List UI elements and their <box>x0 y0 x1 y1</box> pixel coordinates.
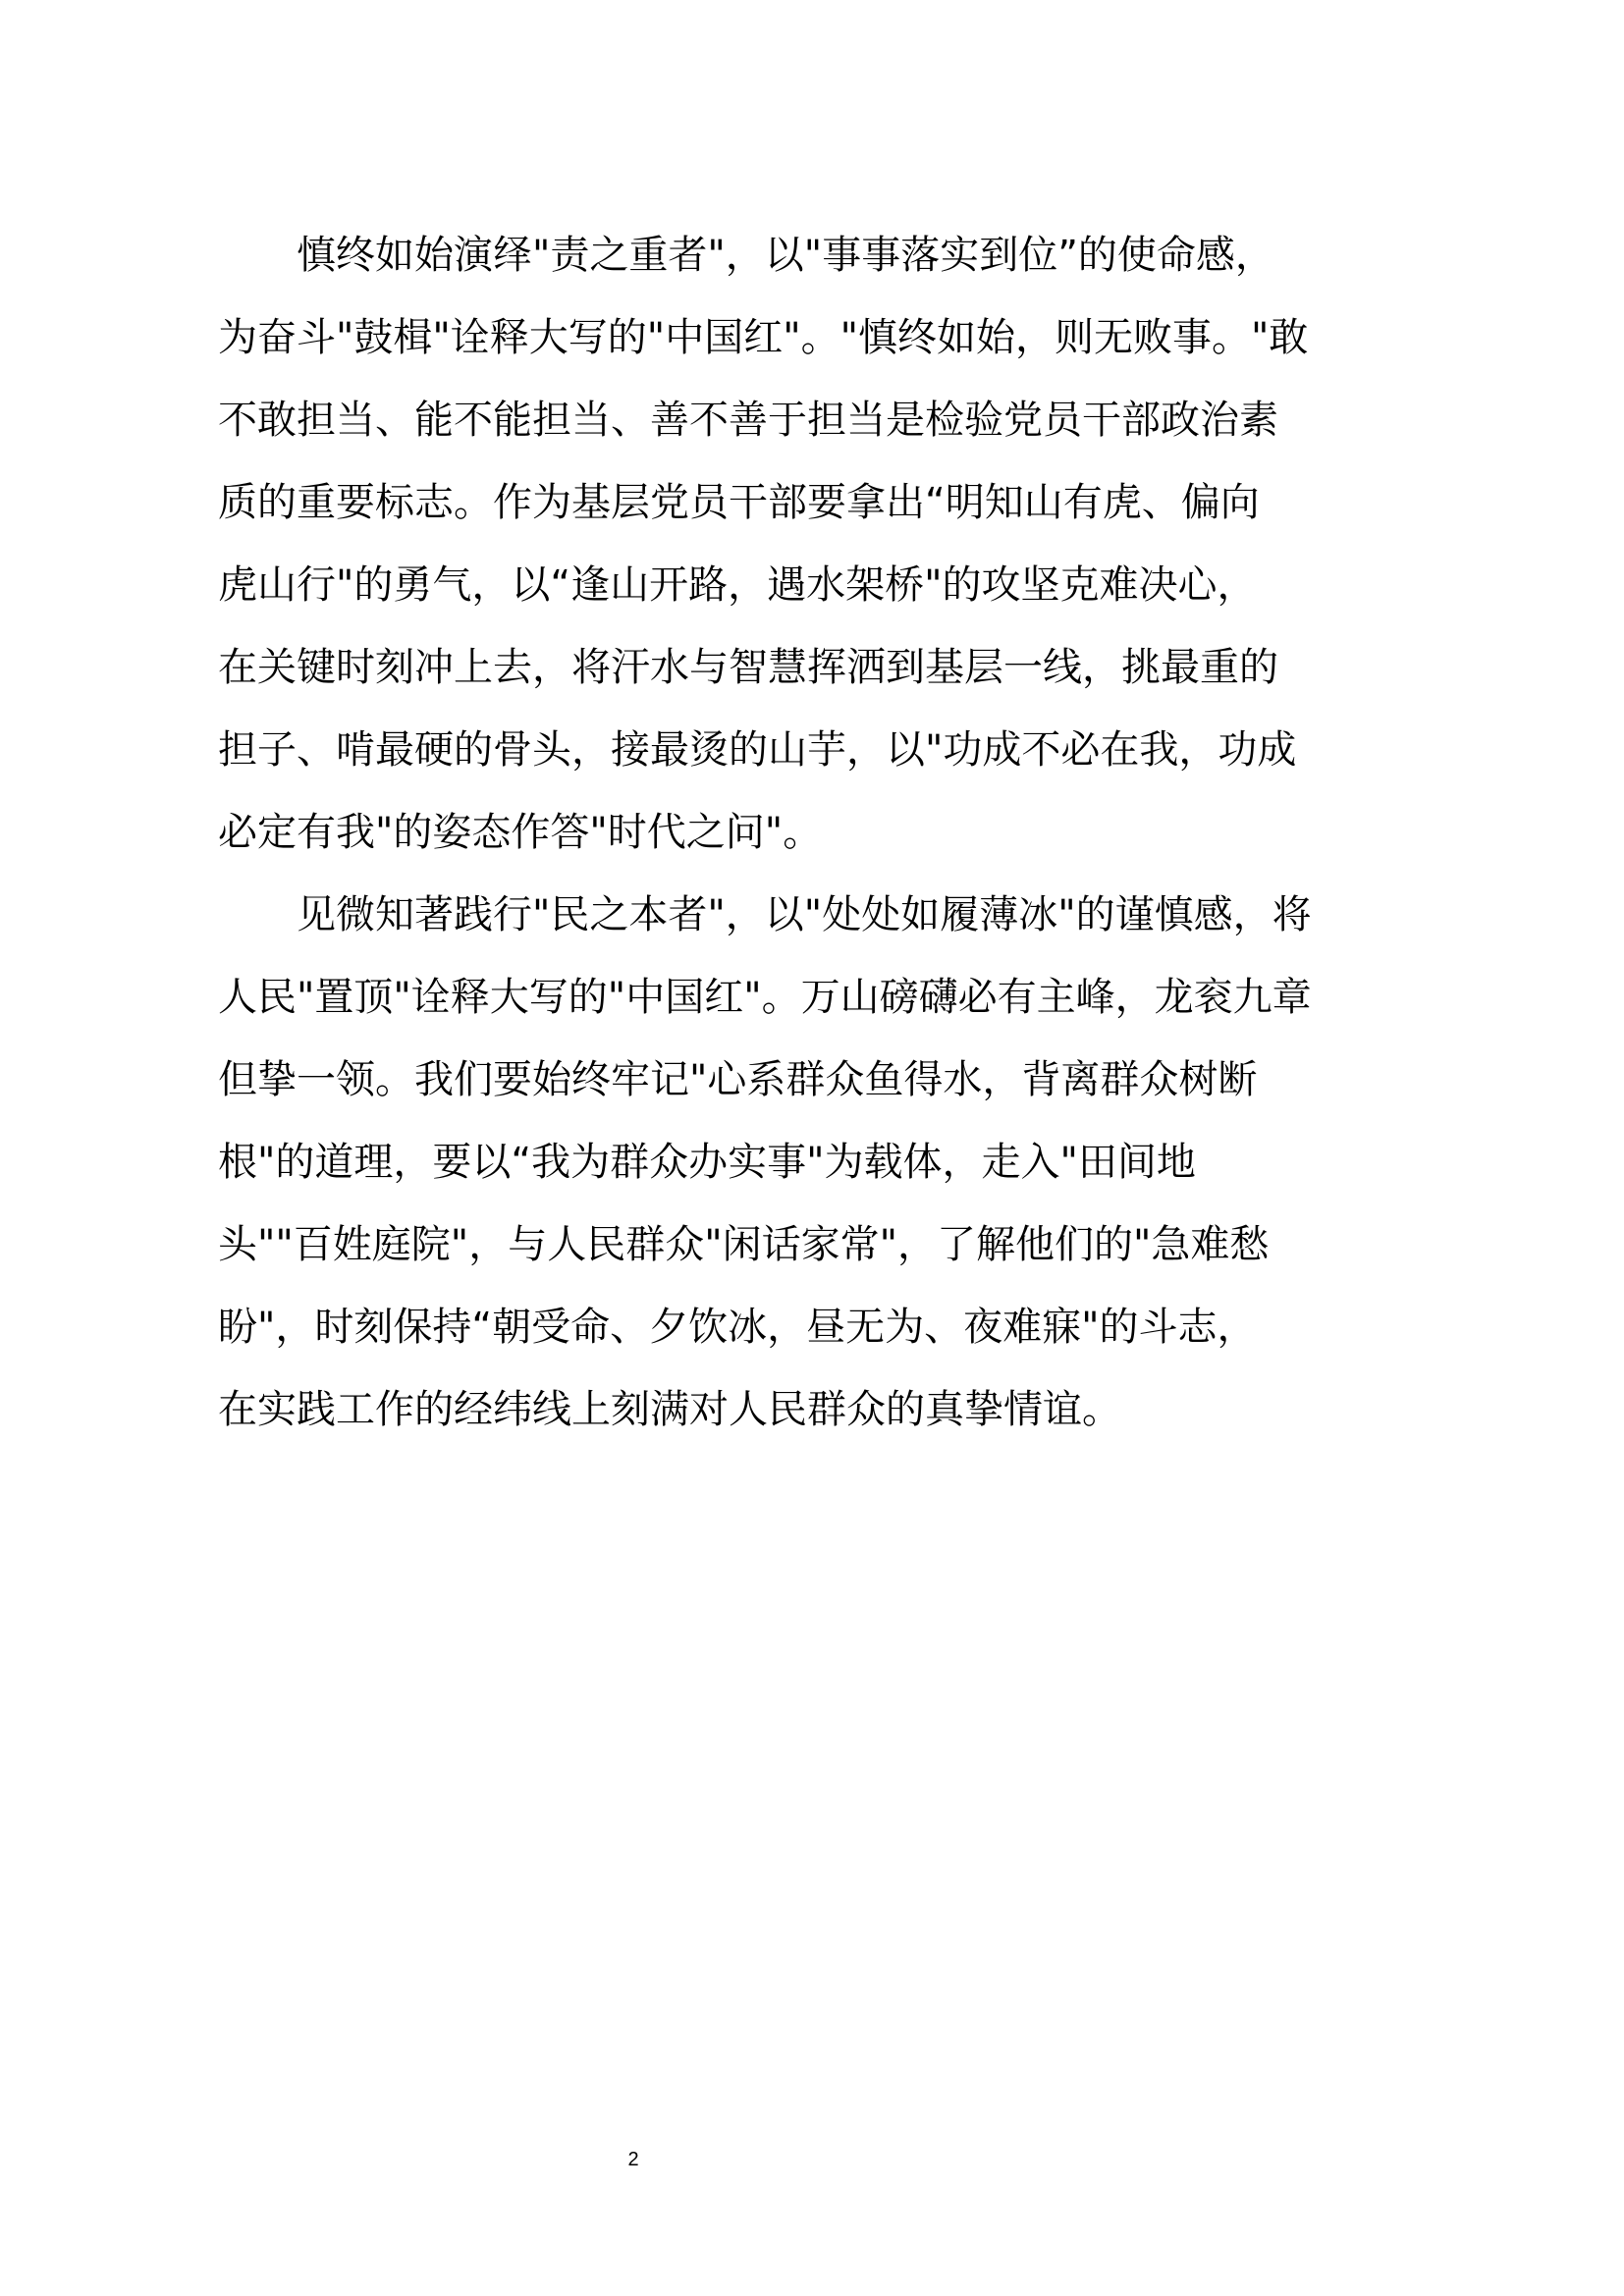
page-number: 2 <box>627 2149 639 2170</box>
text-line: 为奋斗"鼓楫"诠释大写的"中国红"。"慎终如始，则无败事。"敢 <box>218 315 1309 360</box>
text-line: 盼"，时刻保持“朝受命、夕饮冰，昼无为、夜难寐"的斗志， <box>218 1305 1257 1350</box>
text-line: 但挚一领。我们要始终牢记"心系群众鱼得水，背离群众树断 <box>218 1057 1258 1102</box>
text-line: 根"的道理，要以“我为群众办实事"为载体，走入"田间地 <box>218 1140 1196 1185</box>
body-text <box>218 214 1435 1451</box>
text-line: 在实践工作的经纬线上刻满对人民群众的真挚情谊。 <box>218 1387 1121 1432</box>
text-line: 人民"置顶"诠释大写的"中国红"。万山磅礴必有主峰，龙衮九章 <box>218 975 1312 1020</box>
text-line: 担子、啃最硬的骨头，接最烫的山芋，以"功成不必在我，功成 <box>218 727 1297 773</box>
text-line: 虎山行"的勇气，以“逢山开路，遇水架桥"的攻坚克难决心， <box>218 562 1257 608</box>
text-line: 不敢担当、能不能担当、善不善于担当是检验党员干部政治素 <box>218 398 1278 443</box>
text-line: 头""百姓庭院"，与人民群众"闲话家常"，了解他们的"急难愁 <box>218 1222 1270 1267</box>
text-line: 见微知著践行"民之本者"，以"处处如履薄冰"的谨慎感，将 <box>218 892 1312 937</box>
paragraph-2 <box>218 874 1435 1451</box>
text-line: 质的重要标志。作为基层党员干部要拿出“明知山有虎、偏向 <box>218 480 1260 525</box>
text-line: 必定有我"的姿态作答"时代之问"。 <box>218 810 823 855</box>
paragraph-1 <box>218 214 1435 874</box>
text-line: 在关键时刻冲上去，将汗水与智慧挥洒到基层一线，挑最重的 <box>218 645 1278 690</box>
text-line: 慎终如始演绎"责之重者"，以"事事落实到位”的使命感， <box>218 233 1274 278</box>
